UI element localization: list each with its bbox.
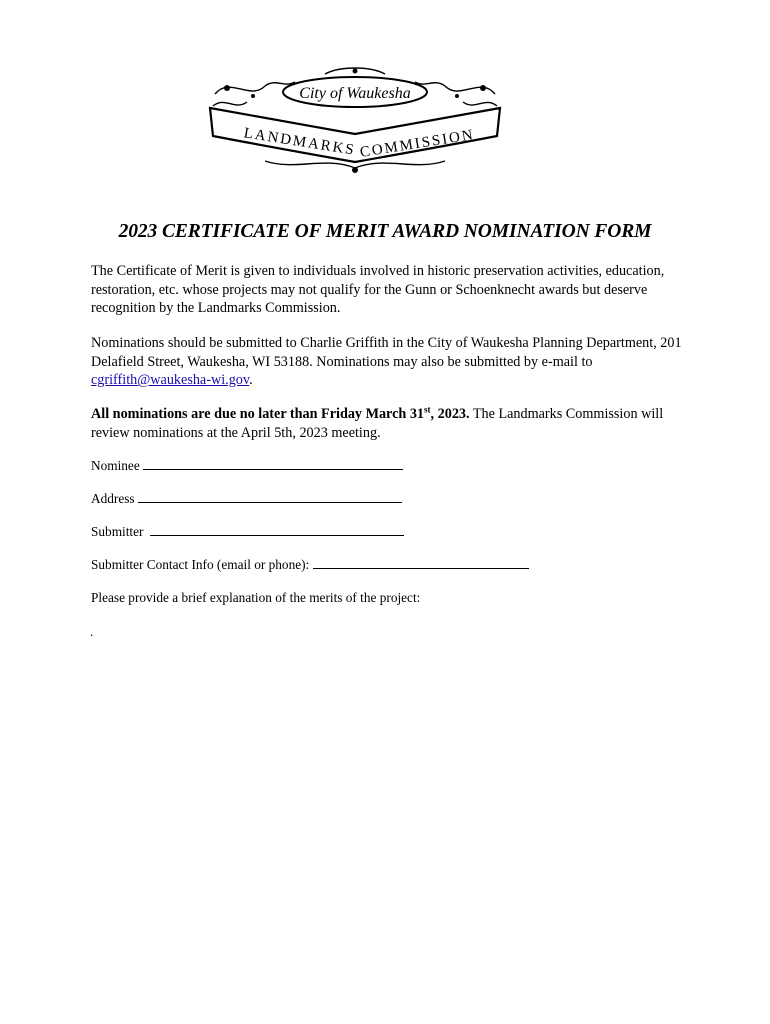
deadline-paragraph xyxy=(91,405,691,442)
deadline-date: All nominations are due no later than Friday March 31 xyxy=(91,406,425,422)
nominee-label: Nominee xyxy=(91,458,140,473)
nominee-blank[interactable] xyxy=(143,458,403,470)
submission-end: . xyxy=(249,372,253,388)
address-field[interactable] xyxy=(91,491,402,507)
intro-paragraph: The Certificate of Merit is given to individuals involved in historic preservation activities, education, restoration, etc. whose projects may not qualify for the Gunn or Schoenknecht awards but deserve recognition by the Landmarks Commission. xyxy=(91,263,665,316)
landmarks-commission-logo xyxy=(205,66,505,176)
email-link[interactable]: cgriffith@waukesha-wi.gov xyxy=(91,372,250,388)
address-blank[interactable] xyxy=(138,491,402,503)
trailing-dot: . xyxy=(90,624,94,639)
submitter-label: Submitter xyxy=(91,524,144,539)
address-label: Address xyxy=(91,491,135,506)
contact-label: Submitter Contact Info (email or phone): xyxy=(91,557,310,572)
form-title: 2023 CERTIFICATE OF MERIT AWARD NOMINATION FORM xyxy=(118,221,652,242)
deadline-bold xyxy=(91,406,470,422)
submitter-field[interactable] xyxy=(91,524,404,540)
logo-landmarks: LANDMARKS xyxy=(242,125,357,159)
contact-blank[interactable] xyxy=(313,557,529,569)
nominee-field[interactable] xyxy=(91,458,403,474)
explanation-prompt: Please provide a brief explanation of the merits of the project: xyxy=(91,590,421,605)
contact-field[interactable] xyxy=(91,557,529,573)
deadline-sup: st xyxy=(424,404,431,415)
submission-text: Nominations should be submitted to Charlie Griffith in the City of Waukesha Planning Department, 201 Delafield Street, Waukesha, WI 53188. Nominations may also be submitted by e-mail to xyxy=(91,335,682,370)
deadline-rest: The Landmarks Commission will review nominations at the April 5th, 2023 meeting. xyxy=(91,406,664,441)
logo-commission: COMMISSION xyxy=(358,127,476,161)
submitter-blank[interactable] xyxy=(150,524,404,536)
logo-city-name: City of Waukesha xyxy=(299,85,411,102)
deadline-year: , 2023. xyxy=(430,406,470,422)
submission-paragraph xyxy=(91,334,691,390)
